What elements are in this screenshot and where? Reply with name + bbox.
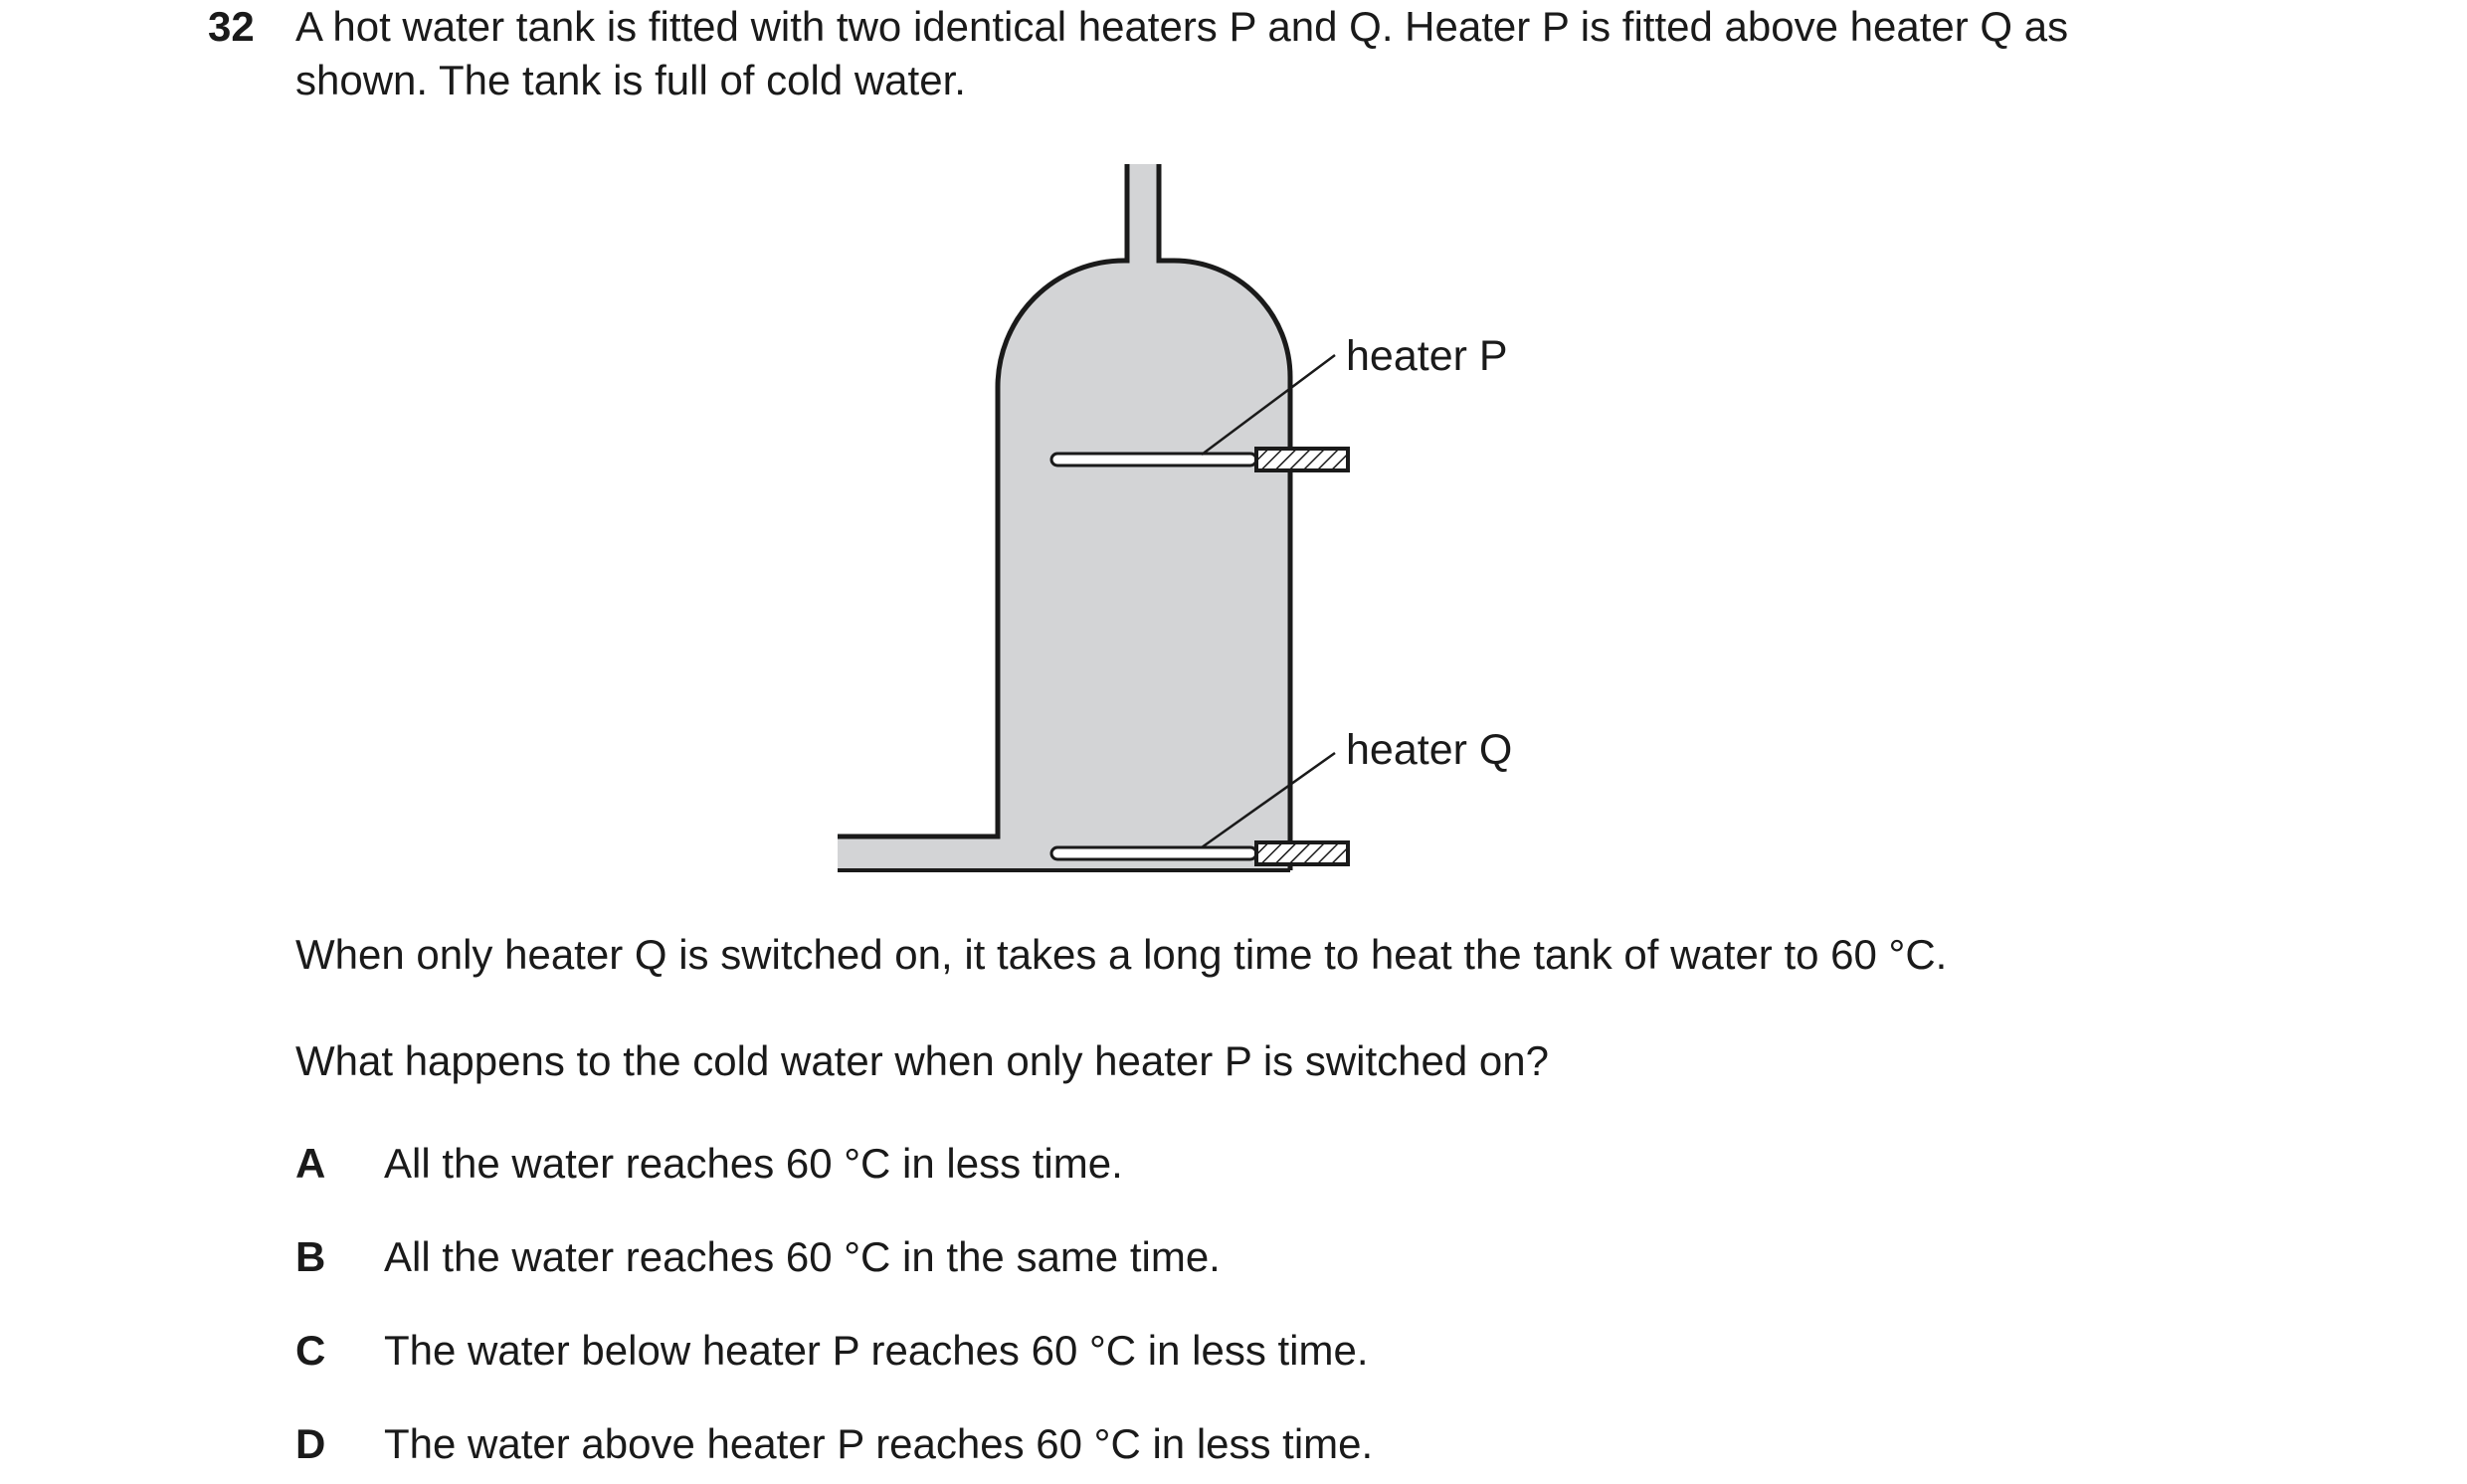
option-a-text: All the water reaches 60 °C in less time. <box>384 1140 1123 1187</box>
stem-line-2: shown. The tank is full of cold water. <box>295 57 966 103</box>
paragraph-2: What happens to the cold water when only heater P is switched on? <box>295 1037 1549 1084</box>
heater-p-label: heater P <box>1346 332 1508 380</box>
heater-q-label: heater Q <box>1346 726 1513 774</box>
paragraph-1: When only heater Q is switched on, it takes a long time to heat the tank of water to 60 °C. <box>295 931 1948 978</box>
option-b-text: All the water reaches 60 °C in the same time. <box>384 1233 1221 1280</box>
option-d-letter: D <box>295 1420 326 1467</box>
question-number: 32 <box>208 3 255 50</box>
option-c-text: The water below heater P reaches 60 °C in less time. <box>384 1327 1369 1374</box>
option-d-text: The water above heater P reaches 60 °C in less time. <box>384 1420 1374 1467</box>
option-a-letter: A <box>295 1140 326 1187</box>
option-b-letter: B <box>295 1233 326 1280</box>
option-c-letter: C <box>295 1327 326 1374</box>
stem-line-1: A hot water tank is fitted with two identical heaters P and Q. Heater P is fitted above heater Q as <box>295 3 2069 50</box>
